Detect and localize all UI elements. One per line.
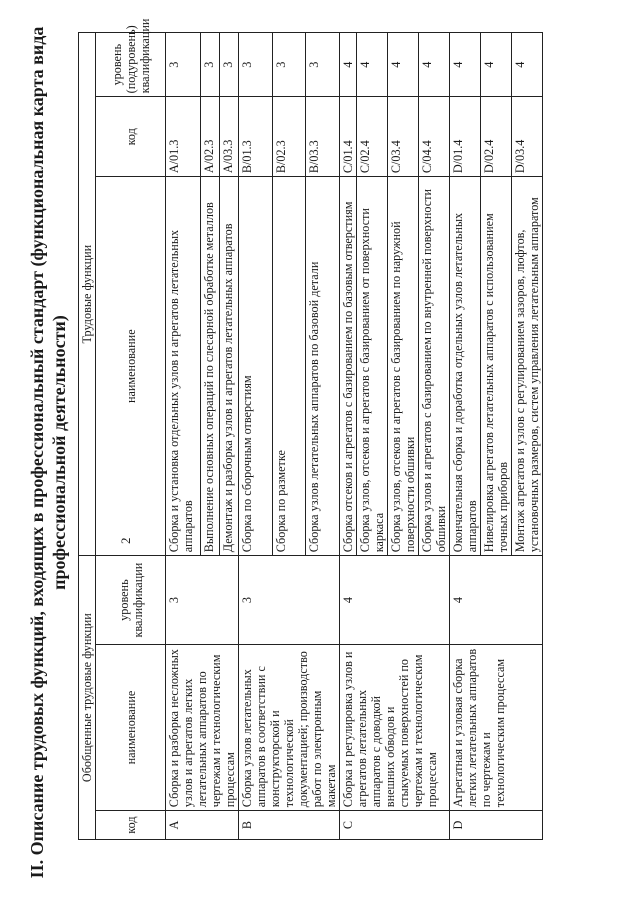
function-level: 4 bbox=[340, 33, 357, 97]
group-level: 3 bbox=[166, 556, 239, 645]
group-level: 4 bbox=[450, 556, 543, 645]
function-code: C/03.4 bbox=[388, 97, 419, 177]
function-level: 3 bbox=[200, 33, 219, 97]
function-level: 3 bbox=[272, 33, 306, 97]
table-row bbox=[239, 33, 273, 840]
function-level: 4 bbox=[357, 33, 388, 97]
table-row bbox=[166, 33, 201, 840]
function-level: 3 bbox=[306, 33, 340, 97]
table-row bbox=[340, 33, 357, 840]
function-name: Сборка и установка отдельных узлов и агрегатов летательных аппаратов bbox=[166, 177, 201, 556]
page-number: 2 bbox=[118, 537, 133, 544]
function-name: Монтаж агрегатов и узлов с регулированием зазоров, люфтов, установочных размеров, систем управления летательным аппаратом bbox=[512, 177, 543, 556]
function-code: C/02.4 bbox=[357, 97, 388, 177]
function-code: C/04.4 bbox=[419, 97, 450, 177]
group-name: Агрегатная и узловая сборка легких летательных аппаратов по чертежам и технологическим процессам bbox=[450, 644, 543, 810]
group-header-row bbox=[79, 33, 96, 840]
function-code: C/01.4 bbox=[340, 97, 357, 177]
table-row bbox=[450, 33, 481, 840]
function-name: Сборка отсеков и агрегатов с базированием по базовым отверстиям bbox=[340, 177, 357, 556]
col-tf-name-header: наименование bbox=[96, 177, 166, 556]
function-name: Сборка узлов летательных аппаратов по базовой детали bbox=[306, 177, 340, 556]
heading-line-2: профессиональной деятельности) bbox=[49, 315, 69, 590]
labor-functions-header: Трудовые функции bbox=[79, 33, 96, 556]
function-name: Сборка узлов, отсеков и агрегатов с базированием от поверхности каркаса bbox=[357, 177, 388, 556]
function-code: A/02.3 bbox=[200, 97, 219, 177]
function-name: Сборка по сборочным отверстиям bbox=[239, 177, 273, 556]
group-code: D bbox=[450, 811, 543, 840]
rotated-page bbox=[26, 15, 631, 890]
function-level: 3 bbox=[219, 33, 238, 97]
function-name: Сборка по разметке bbox=[272, 177, 306, 556]
functional-map-table bbox=[78, 18, 543, 840]
heading-line-1: II. Описание трудовых функций, входящих в профессиональный стандарт (функциональная карта вида bbox=[27, 26, 47, 879]
group-code: C bbox=[340, 811, 450, 840]
function-name: Выполнение основных операций по слесарной обработке металлов bbox=[200, 177, 219, 556]
function-name: Демонтаж и разборка узлов и агрегатов летательных аппаратов bbox=[219, 177, 238, 556]
function-code: B/01.3 bbox=[239, 97, 273, 177]
col-level-header: уровень квалификации bbox=[96, 556, 166, 645]
function-code: B/03.3 bbox=[306, 97, 340, 177]
function-code: B/02.3 bbox=[272, 97, 306, 177]
function-level: 4 bbox=[388, 33, 419, 97]
function-level: 4 bbox=[450, 33, 481, 97]
col-name-header: наименование bbox=[96, 644, 166, 810]
function-level: 3 bbox=[239, 33, 273, 97]
function-code: D/02.4 bbox=[481, 97, 512, 177]
group-name: Сборка и разборка несложных узлов и агрегатов легких летательных аппаратов по чертежам и технологическим процессам bbox=[166, 644, 239, 810]
function-level: 3 bbox=[166, 33, 201, 97]
function-level: 4 bbox=[419, 33, 450, 97]
function-name: Нивелировка агрегатов летательных аппаратов с использованием точных приборов bbox=[481, 177, 512, 556]
group-name: Сборка узлов летательных аппаратов в соответствии с конструкторской и технологической документацией; производство работ по электронным макетам bbox=[239, 644, 340, 810]
function-name: Сборка узлов, отсеков и агрегатов с базированием по наружной поверхности обшивки bbox=[388, 177, 419, 556]
group-level: 3 bbox=[239, 556, 340, 645]
section-heading bbox=[26, 15, 70, 890]
function-code: A/03.3 bbox=[219, 97, 238, 177]
function-code: A/01.3 bbox=[166, 97, 201, 177]
function-level: 4 bbox=[512, 33, 543, 97]
function-code: D/01.4 bbox=[450, 97, 481, 177]
function-level: 4 bbox=[481, 33, 512, 97]
function-name: Окончательная сборка и доработка отдельных узлов летательных аппаратов bbox=[450, 177, 481, 556]
generalized-functions-header: Обобщенные трудовые функции bbox=[79, 556, 96, 840]
col-tf-level-header: уровень (подуровень) квалификации bbox=[96, 33, 166, 97]
group-code: B bbox=[239, 811, 340, 840]
col-code-header: код bbox=[96, 811, 166, 840]
function-name: Сборка узлов и агрегатов с базированием по внутренней поверхности обшивки bbox=[419, 177, 450, 556]
group-name: Сборка и регулировка узлов и агрегатов летательных аппаратов с доводкой внешних обводов и стыкуемых поверхностей по чертежам и технологическим процессам bbox=[340, 644, 450, 810]
table-body bbox=[166, 33, 543, 840]
group-level: 4 bbox=[340, 556, 450, 645]
group-code: A bbox=[166, 811, 239, 840]
function-code: D/03.4 bbox=[512, 97, 543, 177]
col-tf-code-header: код bbox=[96, 97, 166, 177]
